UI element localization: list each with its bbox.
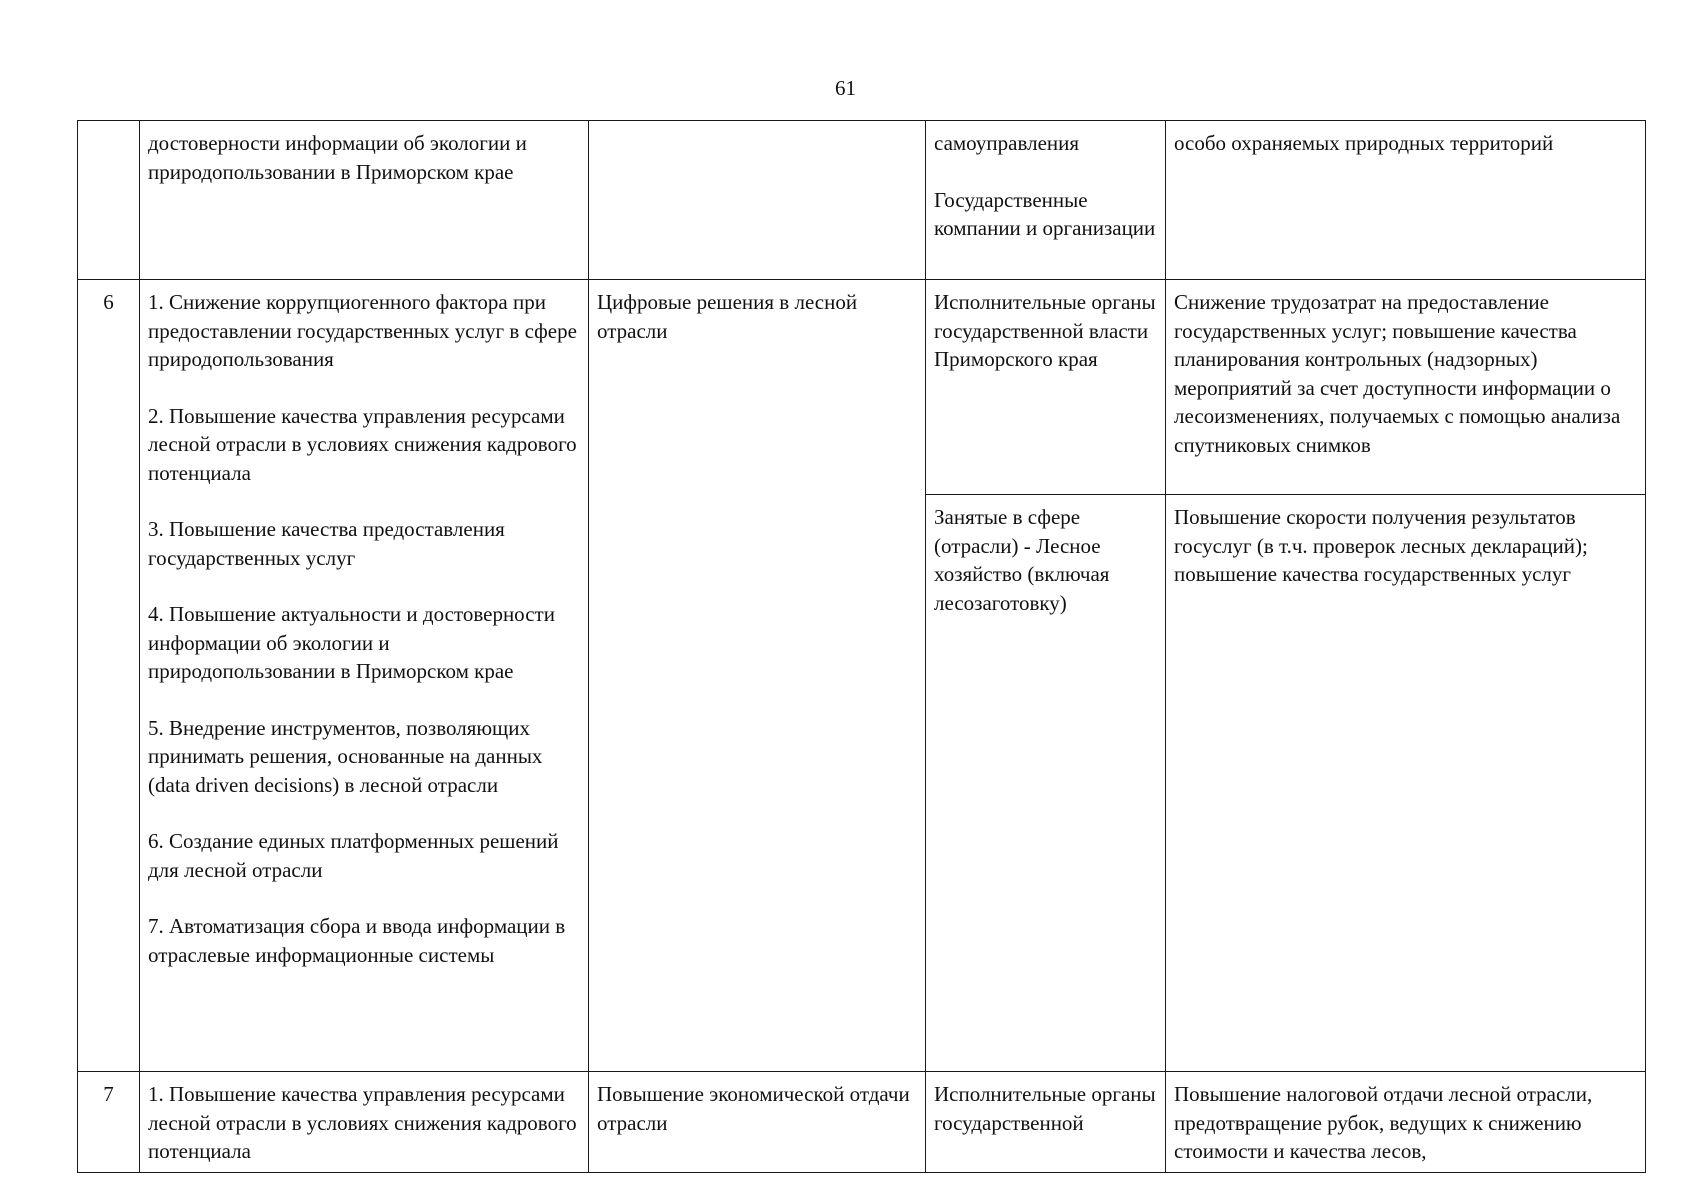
task-item: 7. Автоматизация сбора и ввода информации в отраслевые информационные системы bbox=[148, 914, 566, 967]
task-item: 6. Создание единых платформенных решений для лесной отрасли bbox=[148, 829, 559, 882]
row-number: 6 bbox=[78, 280, 140, 1072]
solution-cell bbox=[589, 121, 926, 280]
participant-cell: Занятые в сфере (отрасли) - Лесное хозяйство (включая лесозаготовку) bbox=[926, 495, 1166, 1072]
participant-name: Государственные компании и организации bbox=[934, 187, 1156, 240]
tasks-cell bbox=[140, 121, 589, 280]
row-number bbox=[78, 121, 140, 280]
table-row bbox=[78, 1072, 1646, 1173]
solution-cell: Цифровые решения в лесной отрасли bbox=[589, 280, 926, 1072]
measures-table bbox=[77, 120, 1646, 1173]
tasks-cell bbox=[140, 280, 589, 1072]
participant-cell: Исполнительные органы государственной bbox=[926, 1072, 1166, 1173]
effect-cell: особо охраняемых природных территорий bbox=[1166, 121, 1646, 280]
task-item: 1. Повышение качества управления ресурсами лесной отрасли в условиях снижения кадрового потенциала bbox=[148, 1082, 577, 1163]
task-item: 2. Повышение качества управления ресурсами лесной отрасли в условиях снижения кадрового потенциала bbox=[148, 403, 577, 485]
task-item: 1. Снижение коррупциогенного фактора при предоставлении государственных услуг в сфере природопользования bbox=[148, 290, 577, 371]
effect-cell: Повышение налоговой отдачи лесной отрасли, предотвращение рубок, ведущих к снижению стоимости и качества лесов, bbox=[1166, 1072, 1646, 1173]
table-row bbox=[78, 280, 1646, 495]
page-number: 61 bbox=[835, 76, 856, 100]
measures-table-wrap bbox=[77, 120, 1645, 1173]
effect-cell: Снижение трудозатрат на предоставление государственных услуг; повышение качества планирования контрольных (надзорных) мероприятий за счет доступности информации о лесоизменениях, получаемых с помощью анализа спутниковых снимков bbox=[1166, 280, 1646, 495]
row-number: 7 bbox=[78, 1072, 140, 1173]
task-item: 3. Повышение качества предоставления государственных услуг bbox=[148, 517, 505, 570]
solution-cell: Повышение экономической отдачи отрасли bbox=[589, 1072, 926, 1173]
task-item: достоверности информации об экологии и природопользовании в Приморском крае bbox=[148, 131, 527, 184]
effect-cell: Повышение скорости получения результатов госуслуг (в т.ч. проверок лесных деклараций); повышение качества государственных услуг bbox=[1166, 495, 1646, 1072]
participant-name: самоуправления bbox=[934, 131, 1080, 155]
table-row bbox=[78, 121, 1646, 280]
task-item: 5. Внедрение инструментов, позволяющих принимать решения, основанные на данных (data driven decisions) в лесной отрасли bbox=[148, 715, 543, 797]
task-item: 4. Повышение актуальности и достоверности информации об экологии и природопользовании в Приморском крае bbox=[148, 602, 555, 683]
participant-cell bbox=[926, 121, 1166, 280]
participant-cell: Исполнительные органы государственной власти Приморского края bbox=[926, 280, 1166, 495]
tasks-cell bbox=[140, 1072, 589, 1173]
